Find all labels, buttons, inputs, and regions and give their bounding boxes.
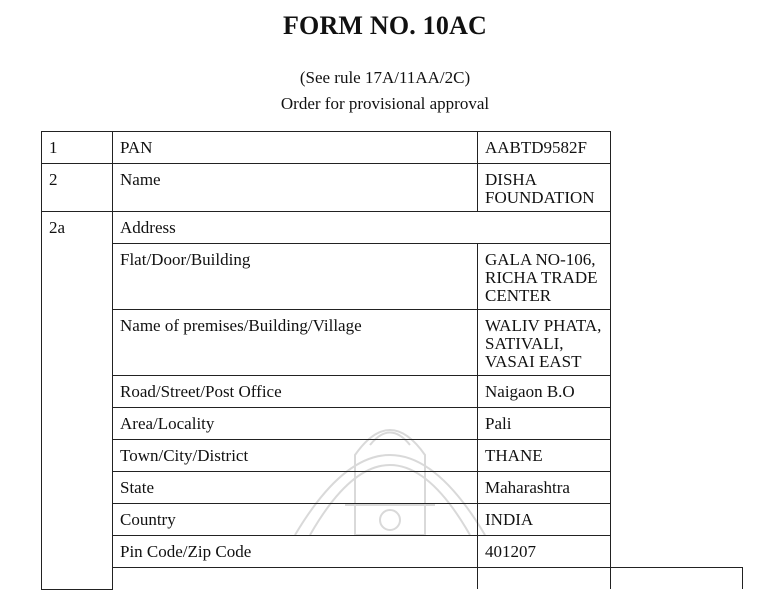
- field-value-name: DISHA FOUNDATION: [478, 164, 611, 212]
- row-number: 2: [42, 164, 113, 212]
- field-value-pan: AABTD9582F: [478, 132, 611, 164]
- table-row: [42, 504, 743, 536]
- field-label-pin: Pin Code/Zip Code: [113, 536, 478, 568]
- empty-cell: [478, 568, 611, 590]
- table-row: [42, 440, 743, 472]
- form-table: [41, 131, 743, 590]
- field-label-premises: Name of premises/Building/Village: [113, 310, 478, 376]
- table-row: [42, 472, 743, 504]
- form-rule-reference: (See rule 17A/11AA/2C): [299, 68, 471, 87]
- table-row: [42, 244, 743, 310]
- table-row: [42, 310, 743, 376]
- field-value-state: Maharashtra: [478, 472, 611, 504]
- field-label-town: Town/City/District: [113, 440, 478, 472]
- field-label-flat: Flat/Door/Building: [113, 244, 478, 310]
- field-label-address: Address: [113, 212, 611, 244]
- field-label-pan: PAN: [113, 132, 478, 164]
- table-row: [42, 132, 743, 164]
- empty-cell: [113, 568, 478, 590]
- form-subtitle: Order for provisional approval: [280, 94, 490, 113]
- form-title: FORM NO. 10AC: [282, 11, 488, 40]
- table-row: [42, 376, 743, 408]
- field-value-pin: 401207: [478, 536, 611, 568]
- field-label-name: Name: [113, 164, 478, 212]
- field-label-area: Area/Locality: [113, 408, 478, 440]
- field-label-country: Country: [113, 504, 478, 536]
- field-label-state: State: [113, 472, 478, 504]
- row-number: 1: [42, 132, 113, 164]
- table-row: [42, 568, 743, 590]
- table-row: [42, 408, 743, 440]
- table-row: [42, 212, 743, 244]
- empty-cell: [610, 568, 743, 590]
- field-value-country: INDIA: [478, 504, 611, 536]
- row-number: 2a: [42, 212, 113, 590]
- field-value-road: Naigaon B.O: [478, 376, 611, 408]
- table-row: [42, 164, 743, 212]
- field-value-area: Pali: [478, 408, 611, 440]
- field-value-flat: GALA NO-106, RICHA TRADE CENTER: [478, 244, 611, 310]
- field-value-town: THANE: [478, 440, 611, 472]
- table-row: [42, 536, 743, 568]
- field-label-road: Road/Street/Post Office: [113, 376, 478, 408]
- field-value-premises: WALIV PHATA, SATIVALI, VASAI EAST: [478, 310, 611, 376]
